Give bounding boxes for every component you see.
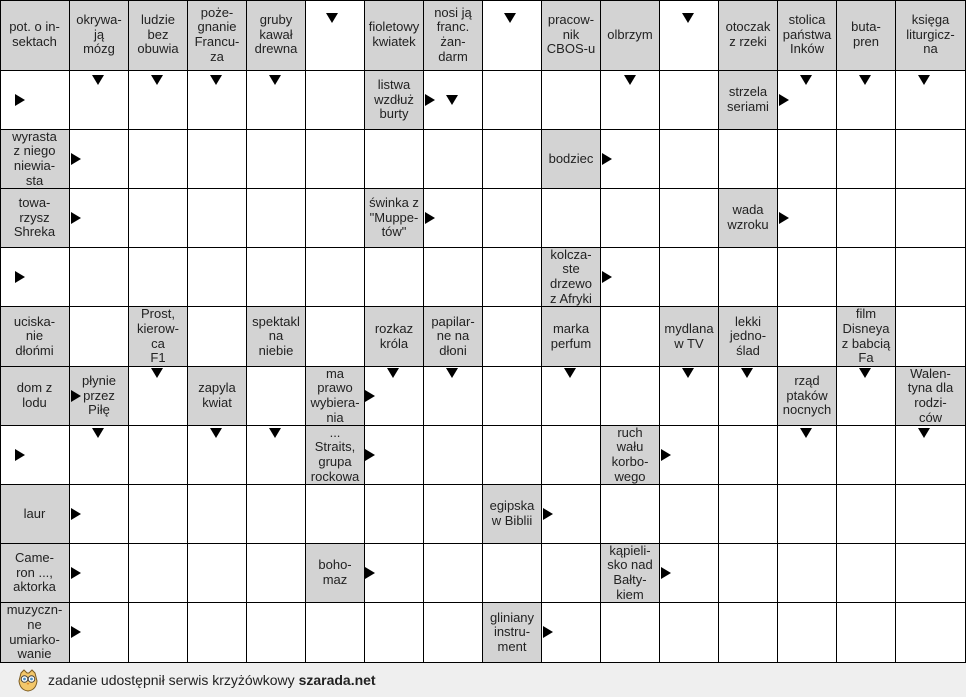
clue-cell bbox=[188, 0, 247, 71]
answer-cell[interactable] bbox=[306, 71, 365, 130]
clue-cell bbox=[483, 485, 542, 544]
arrow-right-icon bbox=[425, 212, 435, 224]
arrow-down-icon bbox=[326, 13, 338, 23]
clue-text: muzyczn- ne umiarko- wanie bbox=[6, 603, 63, 662]
clue-text: spektakl na niebie bbox=[252, 313, 300, 358]
answer-cell[interactable] bbox=[365, 485, 424, 544]
answer-cell[interactable] bbox=[247, 130, 306, 189]
clue-cell bbox=[896, 367, 966, 426]
answer-cell[interactable] bbox=[424, 248, 483, 307]
answer-cell[interactable] bbox=[70, 248, 129, 307]
answer-cell[interactable] bbox=[896, 130, 966, 189]
answer-cell[interactable] bbox=[306, 248, 365, 307]
clue-cell bbox=[365, 189, 424, 248]
answer-cell[interactable] bbox=[247, 189, 306, 248]
clue-text: płynie przez Piłę bbox=[82, 373, 116, 418]
answer-cell[interactable] bbox=[896, 307, 966, 367]
clue-text: poże- gnanie Francu- za bbox=[194, 4, 240, 64]
clue-cell bbox=[0, 189, 70, 248]
clue-cell bbox=[542, 248, 601, 307]
clue-cell bbox=[424, 0, 483, 71]
arrow-down-icon bbox=[800, 428, 812, 438]
answer-cell[interactable] bbox=[719, 426, 778, 485]
answer-cell[interactable] bbox=[896, 485, 966, 544]
arrow-right-icon bbox=[602, 271, 612, 283]
owl-mascot-icon bbox=[16, 668, 40, 692]
answer-cell[interactable] bbox=[306, 485, 365, 544]
clue-text: boho- maz bbox=[318, 557, 352, 587]
answer-cell[interactable] bbox=[601, 603, 660, 663]
clue-cell bbox=[542, 307, 601, 367]
answer-cell[interactable] bbox=[0, 71, 70, 130]
arrow-down-icon bbox=[151, 75, 163, 85]
arrow-down-icon bbox=[800, 75, 812, 85]
answer-cell[interactable] bbox=[483, 130, 542, 189]
answer-cell[interactable] bbox=[601, 189, 660, 248]
arrow-down-icon bbox=[682, 13, 694, 23]
clue-cell bbox=[0, 367, 70, 426]
clue-cell bbox=[247, 0, 306, 71]
arrow-down-icon bbox=[624, 75, 636, 85]
arrow-down-icon bbox=[741, 368, 753, 378]
arrow-right-icon bbox=[71, 212, 81, 224]
clue-text: nosi ją franc. żan- darm bbox=[434, 4, 472, 64]
answer-cell[interactable] bbox=[188, 307, 247, 367]
answer-cell[interactable] bbox=[837, 248, 896, 307]
answer-cell[interactable] bbox=[188, 130, 247, 189]
arrow-right-icon bbox=[71, 508, 81, 520]
answer-cell[interactable] bbox=[778, 544, 837, 603]
clue-text: okrywa- ją mózg bbox=[76, 12, 122, 57]
clue-cell bbox=[719, 307, 778, 367]
answer-cell[interactable] bbox=[188, 544, 247, 603]
answer-cell[interactable] bbox=[719, 544, 778, 603]
clue-text: Came- ron ..., aktorka bbox=[13, 550, 56, 595]
clue-text: świnka z "Muppe- tów" bbox=[369, 195, 419, 240]
answer-cell[interactable] bbox=[660, 0, 719, 71]
answer-cell[interactable] bbox=[896, 248, 966, 307]
clue-cell bbox=[0, 544, 70, 603]
arrow-down-icon bbox=[564, 368, 576, 378]
clue-cell bbox=[0, 485, 70, 544]
answer-cell[interactable] bbox=[542, 189, 601, 248]
answer-cell[interactable] bbox=[306, 189, 365, 248]
footer-brand[interactable]: szarada.net bbox=[298, 672, 376, 688]
answer-cell[interactable] bbox=[601, 485, 660, 544]
clue-text: bodziec bbox=[548, 150, 594, 166]
clue-text: ludzie bez obuwia bbox=[137, 12, 179, 57]
clue-text: listwa wzdłuż burty bbox=[374, 77, 414, 122]
clue-text: ma prawo wybiera- nia bbox=[310, 367, 360, 425]
answer-cell[interactable] bbox=[129, 189, 188, 248]
arrow-right-icon bbox=[15, 271, 25, 283]
answer-cell[interactable] bbox=[601, 367, 660, 426]
answer-cell[interactable] bbox=[424, 544, 483, 603]
arrow-down-icon bbox=[387, 368, 399, 378]
answer-cell[interactable] bbox=[247, 367, 306, 426]
clue-text: księga liturgicz- na bbox=[906, 12, 955, 57]
clue-text: ... Straits, grupa rockowa bbox=[310, 426, 360, 484]
clue-text: film Disneya z babcią Fa bbox=[841, 307, 891, 366]
clue-cell bbox=[837, 307, 896, 367]
clue-cell bbox=[0, 307, 70, 367]
clue-text: uciska- nie dłońmi bbox=[13, 313, 56, 358]
answer-cell[interactable] bbox=[424, 130, 483, 189]
clue-cell bbox=[306, 367, 365, 426]
arrow-down-icon bbox=[210, 428, 222, 438]
clue-text: egipska w Biblii bbox=[489, 498, 535, 528]
clue-text: gliniany instru- ment bbox=[489, 609, 535, 654]
clue-cell bbox=[365, 307, 424, 367]
answer-cell[interactable] bbox=[247, 248, 306, 307]
answer-cell[interactable] bbox=[188, 603, 247, 663]
answer-cell[interactable] bbox=[129, 426, 188, 485]
clue-cell bbox=[365, 0, 424, 71]
answer-cell[interactable] bbox=[778, 307, 837, 367]
footer-text bbox=[48, 672, 376, 688]
arrow-right-icon bbox=[71, 626, 81, 638]
answer-cell[interactable] bbox=[719, 248, 778, 307]
arrow-down-icon bbox=[269, 428, 281, 438]
answer-cell[interactable] bbox=[896, 71, 966, 130]
arrow-right-icon bbox=[602, 153, 612, 165]
answer-cell[interactable] bbox=[778, 130, 837, 189]
arrow-right-icon bbox=[661, 449, 671, 461]
clue-text: kolcza- ste drzewo z Afryki bbox=[550, 248, 592, 306]
arrow-down-icon bbox=[446, 95, 458, 105]
clue-text: wyrasta z niego niewia- sta bbox=[12, 130, 57, 188]
answer-cell[interactable] bbox=[660, 248, 719, 307]
clue-cell bbox=[719, 0, 778, 71]
answer-cell[interactable] bbox=[778, 248, 837, 307]
arrow-down-icon bbox=[918, 428, 930, 438]
clue-cell bbox=[306, 426, 365, 485]
answer-cell[interactable] bbox=[247, 544, 306, 603]
arrow-right-icon bbox=[365, 567, 375, 579]
answer-cell[interactable] bbox=[483, 189, 542, 248]
arrow-right-icon bbox=[779, 212, 789, 224]
clue-cell bbox=[542, 130, 601, 189]
arrow-down-icon bbox=[504, 13, 516, 23]
answer-cell[interactable] bbox=[896, 603, 966, 663]
clue-cell bbox=[365, 71, 424, 130]
clue-cell bbox=[778, 367, 837, 426]
answer-cell[interactable] bbox=[247, 603, 306, 663]
clue-text: rząd ptaków nocnych bbox=[782, 373, 832, 418]
clue-cell bbox=[660, 307, 719, 367]
clue-text: fioletowy kwiatek bbox=[368, 19, 420, 49]
clue-text: pot. o in- sektach bbox=[9, 19, 60, 49]
answer-cell[interactable] bbox=[483, 71, 542, 130]
answer-cell[interactable] bbox=[0, 248, 70, 307]
clue-text: dom z lodu bbox=[16, 380, 53, 410]
answer-cell[interactable] bbox=[129, 485, 188, 544]
clue-cell bbox=[896, 0, 966, 71]
clue-cell bbox=[601, 0, 660, 71]
clue-cell bbox=[483, 603, 542, 663]
clue-text: zapyla kwiat bbox=[198, 380, 236, 410]
clue-cell bbox=[70, 0, 129, 71]
clue-cell bbox=[837, 0, 896, 71]
clue-text: papilar- ne na dłoni bbox=[431, 313, 475, 358]
answer-cell[interactable] bbox=[896, 426, 966, 485]
answer-cell[interactable] bbox=[896, 189, 966, 248]
answer-cell[interactable] bbox=[601, 307, 660, 367]
clue-text: stolica państwa Inków bbox=[782, 12, 832, 57]
answer-cell[interactable] bbox=[306, 603, 365, 663]
answer-cell[interactable] bbox=[542, 544, 601, 603]
answer-cell[interactable] bbox=[306, 130, 365, 189]
arrow-right-icon bbox=[543, 508, 553, 520]
arrow-down-icon bbox=[859, 75, 871, 85]
answer-cell[interactable] bbox=[778, 485, 837, 544]
answer-cell[interactable] bbox=[129, 130, 188, 189]
answer-cell[interactable] bbox=[837, 485, 896, 544]
answer-cell[interactable] bbox=[660, 485, 719, 544]
answer-cell[interactable] bbox=[129, 544, 188, 603]
answer-cell[interactable] bbox=[660, 603, 719, 663]
clue-text: towa- rzysz Shreka bbox=[13, 195, 56, 240]
arrow-right-icon bbox=[365, 449, 375, 461]
clue-text: lekki jedno- ślad bbox=[729, 313, 767, 358]
clue-text: laur bbox=[23, 505, 46, 521]
clue-cell bbox=[247, 307, 306, 367]
arrow-down-icon bbox=[859, 368, 871, 378]
clue-text: ruch wału korbo- wego bbox=[611, 426, 649, 484]
clue-cell bbox=[542, 0, 601, 71]
answer-cell[interactable] bbox=[660, 71, 719, 130]
clue-cell bbox=[129, 307, 188, 367]
answer-cell[interactable] bbox=[837, 130, 896, 189]
clue-cell bbox=[0, 130, 70, 189]
answer-cell[interactable] bbox=[719, 485, 778, 544]
answer-cell[interactable] bbox=[70, 307, 129, 367]
answer-cell[interactable] bbox=[483, 544, 542, 603]
arrow-right-icon bbox=[71, 153, 81, 165]
clue-text: kąpieli- sko nad Bałty- kiem bbox=[607, 544, 653, 602]
arrow-right-icon bbox=[425, 94, 435, 106]
answer-cell[interactable] bbox=[424, 603, 483, 663]
arrow-right-icon bbox=[779, 94, 789, 106]
arrow-right-icon bbox=[15, 449, 25, 461]
clue-text: Walen- tyna dla rodzi- ców bbox=[907, 367, 954, 425]
answer-cell[interactable] bbox=[483, 0, 542, 71]
clue-text: gruby kawał drewna bbox=[254, 12, 298, 57]
clue-cell bbox=[188, 367, 247, 426]
clue-cell bbox=[601, 426, 660, 485]
arrow-right-icon bbox=[365, 390, 375, 402]
arrow-right-icon bbox=[71, 390, 81, 402]
answer-cell[interactable] bbox=[483, 426, 542, 485]
arrow-right-icon bbox=[71, 567, 81, 579]
answer-cell[interactable] bbox=[837, 189, 896, 248]
answer-cell[interactable] bbox=[896, 544, 966, 603]
answer-cell[interactable] bbox=[0, 426, 70, 485]
arrow-right-icon bbox=[543, 626, 553, 638]
answer-cell[interactable] bbox=[542, 71, 601, 130]
answer-cell[interactable] bbox=[660, 130, 719, 189]
arrow-down-icon bbox=[210, 75, 222, 85]
clue-cell bbox=[0, 603, 70, 663]
answer-cell[interactable] bbox=[778, 603, 837, 663]
arrow-down-icon bbox=[918, 75, 930, 85]
arrow-right-icon bbox=[15, 94, 25, 106]
clue-text: wada wzroku bbox=[727, 202, 769, 232]
answer-cell[interactable] bbox=[188, 485, 247, 544]
answer-cell[interactable] bbox=[542, 426, 601, 485]
clue-cell bbox=[778, 0, 837, 71]
answer-cell[interactable] bbox=[188, 248, 247, 307]
answer-cell[interactable] bbox=[129, 603, 188, 663]
answer-cell[interactable] bbox=[306, 307, 365, 367]
clue-text: mydlana w TV bbox=[664, 320, 714, 351]
arrow-down-icon bbox=[92, 428, 104, 438]
clue-cell bbox=[719, 71, 778, 130]
clue-text: otoczak z rzeki bbox=[725, 19, 771, 49]
answer-cell[interactable] bbox=[660, 189, 719, 248]
clue-text: rozkaz króla bbox=[374, 320, 414, 351]
clue-cell bbox=[719, 189, 778, 248]
answer-cell[interactable] bbox=[188, 189, 247, 248]
answer-cell[interactable] bbox=[247, 485, 306, 544]
clue-text: pracow- nik CBOS-u bbox=[546, 12, 596, 57]
arrow-down-icon bbox=[682, 368, 694, 378]
arrow-down-icon bbox=[92, 75, 104, 85]
clue-text: Prost, kierow- ca F1 bbox=[137, 307, 179, 366]
answer-cell[interactable] bbox=[719, 130, 778, 189]
clue-text: olbrzym bbox=[607, 26, 653, 42]
clue-cell bbox=[601, 544, 660, 603]
answer-cell[interactable] bbox=[129, 248, 188, 307]
clue-cell bbox=[0, 0, 70, 71]
answer-cell[interactable] bbox=[483, 307, 542, 367]
clue-cell bbox=[424, 307, 483, 367]
answer-cell[interactable] bbox=[424, 485, 483, 544]
answer-cell[interactable] bbox=[365, 248, 424, 307]
answer-cell[interactable] bbox=[837, 544, 896, 603]
answer-cell[interactable] bbox=[837, 603, 896, 663]
answer-cell[interactable] bbox=[306, 0, 365, 71]
clue-text: marka perfum bbox=[550, 320, 592, 351]
arrow-down-icon bbox=[446, 368, 458, 378]
clue-cell bbox=[306, 544, 365, 603]
clue-text: buta- pren bbox=[851, 19, 881, 49]
clue-text: strzela seriami bbox=[727, 84, 769, 114]
footer-credit: zadanie udostępnił serwis krzyżówkowy bbox=[48, 672, 299, 688]
answer-cell[interactable] bbox=[365, 603, 424, 663]
answer-cell[interactable] bbox=[365, 130, 424, 189]
arrow-down-icon bbox=[269, 75, 281, 85]
clue-cell bbox=[129, 0, 188, 71]
footer bbox=[0, 663, 966, 697]
arrow-down-icon bbox=[151, 368, 163, 378]
answer-cell[interactable] bbox=[483, 248, 542, 307]
answer-cell[interactable] bbox=[837, 426, 896, 485]
answer-cell[interactable] bbox=[483, 367, 542, 426]
arrow-right-icon bbox=[661, 567, 671, 579]
answer-cell[interactable] bbox=[719, 603, 778, 663]
answer-cell[interactable] bbox=[424, 426, 483, 485]
